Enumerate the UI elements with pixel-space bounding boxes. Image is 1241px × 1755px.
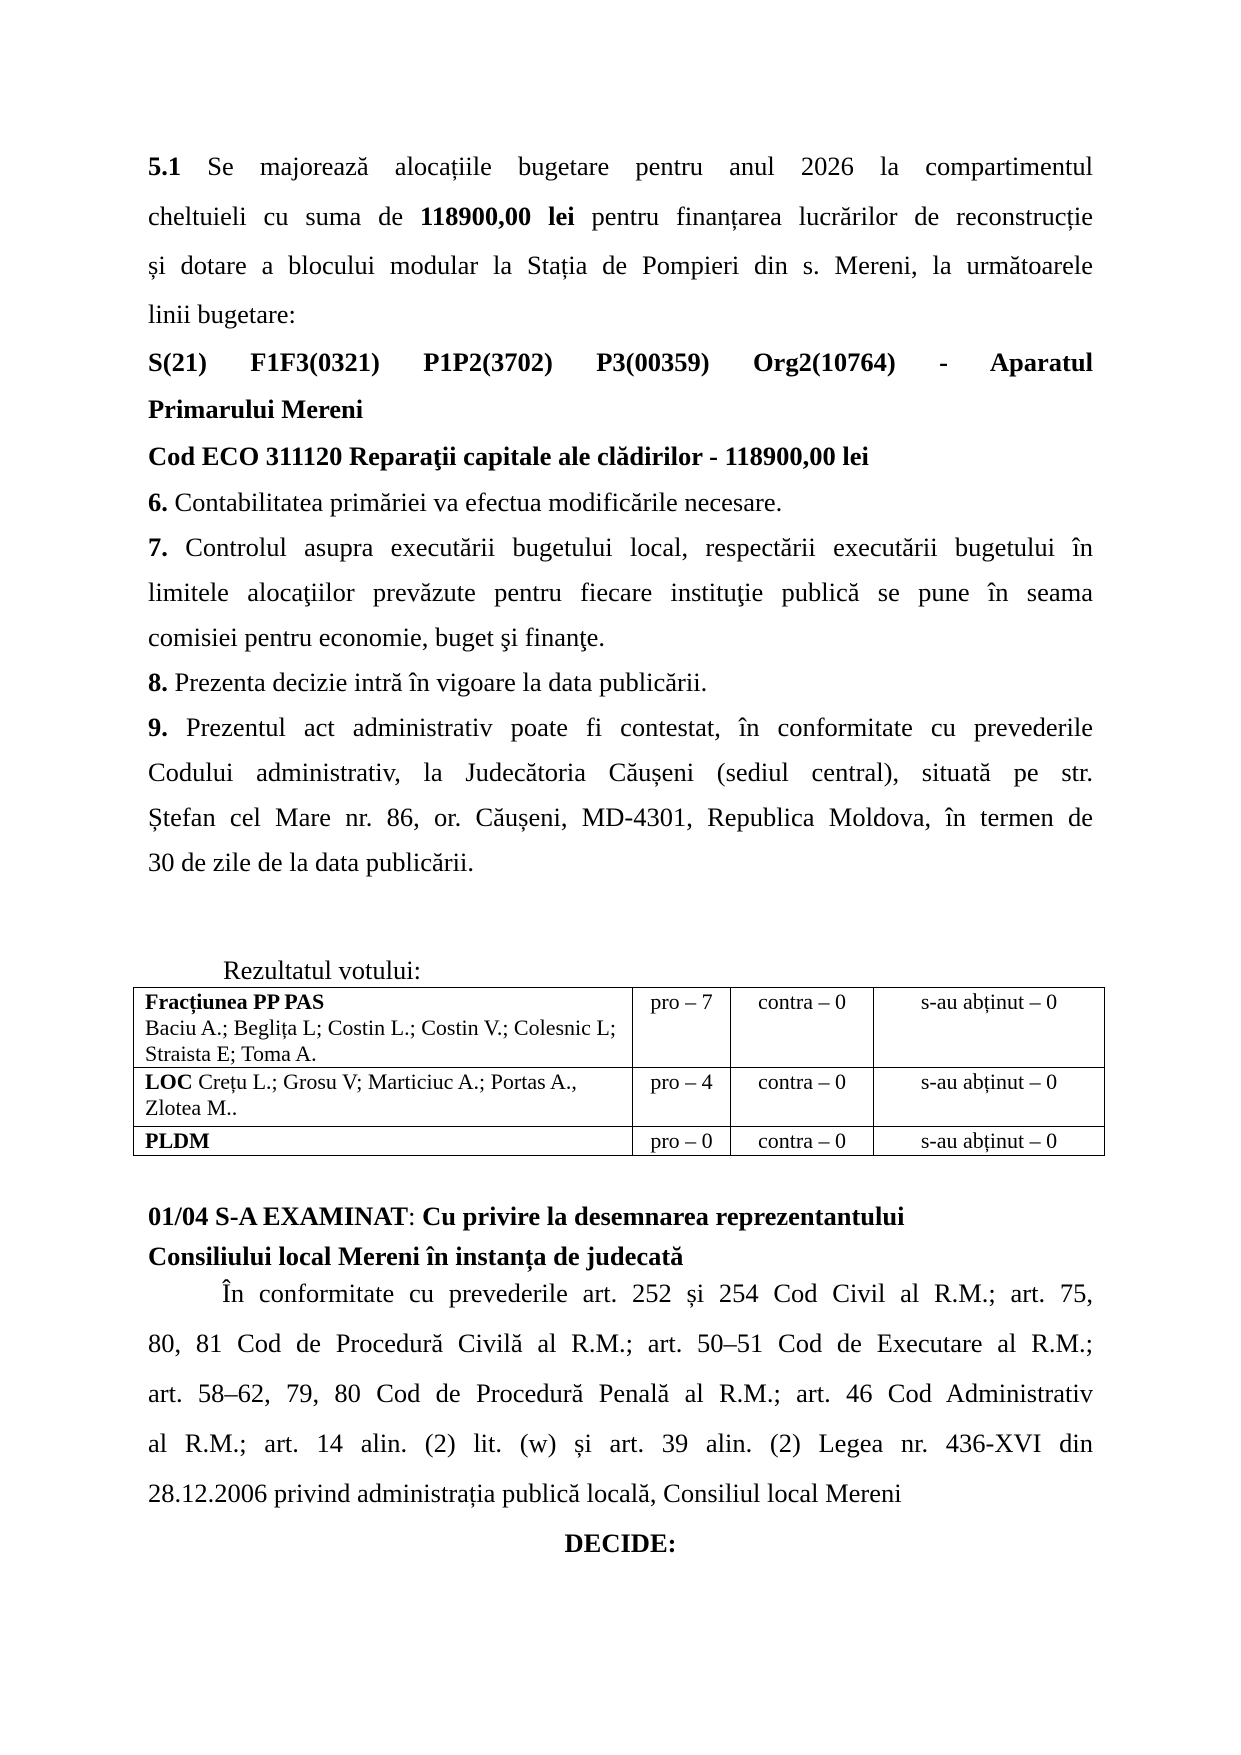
p9-line4: 30 de zile de la data publicării.	[148, 847, 474, 877]
p7-line1	[148, 531, 1093, 563]
preamble-line5: 28.12.2006 privind administrația publică locală, Consiliul local Mereni	[148, 1478, 902, 1508]
preamble-line3: art. 58–62, 79, 80 Cod de Procedură Penală al R.M.; art. 46 Cod Administrativ	[148, 1378, 1093, 1408]
p8-line	[148, 666, 1093, 698]
preamble-line1: În conformitate cu prevederile art. 252 și 254 Cod Civil al R.M.; art. 75,	[222, 1278, 1093, 1308]
agenda-item-subject: Cu privire la desemnarea reprezentantului	[422, 1201, 905, 1231]
p8-text: Prezenta decizie intră în vigoare la data publicării.	[167, 667, 708, 697]
colon: :	[408, 1201, 423, 1231]
pro-cell: pro – 7	[633, 988, 731, 1068]
agenda-item-line1	[148, 1200, 1093, 1232]
p51-line4: linii bugetare:	[148, 299, 296, 329]
faction-cell	[134, 988, 633, 1068]
faction-cell	[134, 1068, 633, 1127]
p51-text: pentru finanțarea lucrărilor de reconstrucție	[574, 201, 1093, 231]
p7-number: 7.	[148, 532, 168, 562]
faction-name: PLDM	[145, 1128, 210, 1153]
table-row	[134, 988, 1105, 1068]
p9-line1	[148, 711, 1093, 743]
faction-members: Baciu A.; Beglița L; Costin L.; Costin V.; Colesnic L; Straista E; Toma A.	[145, 1015, 616, 1066]
table-row	[134, 1127, 1105, 1156]
p51-line3: și dotare a blocului modular la Stația de Pompieri din s. Mereni, la următoarele	[148, 250, 1093, 280]
preamble-line2: 80, 81 Cod de Procedură Civilă al R.M.; art. 50–51 Cod de Executare al R.M.;	[148, 1328, 1093, 1358]
p7-text: Controlul asupra executării bugetului local, respectării executării bugetului în	[167, 532, 1093, 562]
p6-text: Contabilitatea primăriei va efectua modificările necesare.	[167, 487, 783, 517]
abstained-cell: s-au abținut – 0	[874, 1068, 1105, 1127]
eco-code-line: Cod ECO 311120 Reparaţii capitale ale clădirilor - 118900,00 lei	[148, 441, 869, 471]
preamble-line4: al R.M.; art. 14 alin. (2) lit. (w) și art. 39 alin. (2) Legea nr. 436-XVI din	[148, 1428, 1093, 1458]
faction-name: Fracțiunea PP PAS	[145, 989, 325, 1014]
p9-line3: Ștefan cel Mare nr. 86, or. Căușeni, MD-4301, Republica Moldova, în termen de	[148, 802, 1093, 832]
amount: 118900,00 lei	[420, 201, 575, 231]
p9-number: 9.	[148, 712, 168, 742]
vote-table	[133, 987, 1105, 1156]
abstained-cell: s-au abținut – 0	[874, 1127, 1105, 1156]
p8-number: 8.	[148, 667, 168, 697]
faction-members: Crețu L.; Grosu V; Marticiuc A.; Portas A., Zlotea M..	[145, 1069, 577, 1120]
p9-text: Prezentul act administrativ poate fi contestat, în conformitate cu prevederile	[167, 712, 1093, 742]
p51-line2	[148, 200, 1093, 232]
agenda-item-label: 01/04 S-A EXAMINAT	[148, 1201, 409, 1231]
faction-name: LOC	[145, 1069, 193, 1094]
p6-line	[148, 486, 1093, 518]
agenda-item-line2: Consiliului local Mereni în instanța de judecată	[148, 1241, 684, 1271]
faction-cell	[134, 1127, 633, 1156]
p51-text: cheltuieli cu suma de	[148, 201, 421, 231]
p51-text: Se majorează alocațiile bugetare pentru anul 2026 la compartimentul	[207, 151, 1093, 181]
p7-line3: comisiei pentru economie, buget şi finanţe.	[148, 622, 605, 652]
vote-title: Rezultatul votului:	[223, 955, 421, 985]
p9-line2: Codului administrativ, la Judecătoria Căușeni (sediul central), situată pe str.	[148, 757, 1093, 787]
p6-number: 6.	[148, 487, 168, 517]
budget-classification: S(21) F1F3(0321) P1P2(3702) P3(00359) Org2(10764) - Aparatul	[148, 347, 1093, 377]
contra-cell: contra – 0	[731, 1068, 874, 1127]
p7-line2: limitele alocaţiilor prevăzute pentru fiecare instituţie publică se pune în seama	[148, 577, 1093, 607]
table-row	[134, 1068, 1105, 1127]
contra-cell: contra – 0	[731, 988, 874, 1068]
p51-number: 5.1	[148, 151, 182, 181]
decide-heading: DECIDE:	[564, 1528, 677, 1558]
contra-cell: contra – 0	[731, 1127, 874, 1156]
budget-institution: Primarului Mereni	[148, 394, 364, 424]
abstained-cell: s-au abținut – 0	[874, 988, 1105, 1068]
pro-cell: pro – 0	[633, 1127, 731, 1156]
p51-line1	[148, 150, 1093, 182]
pro-cell: pro – 4	[633, 1068, 731, 1127]
